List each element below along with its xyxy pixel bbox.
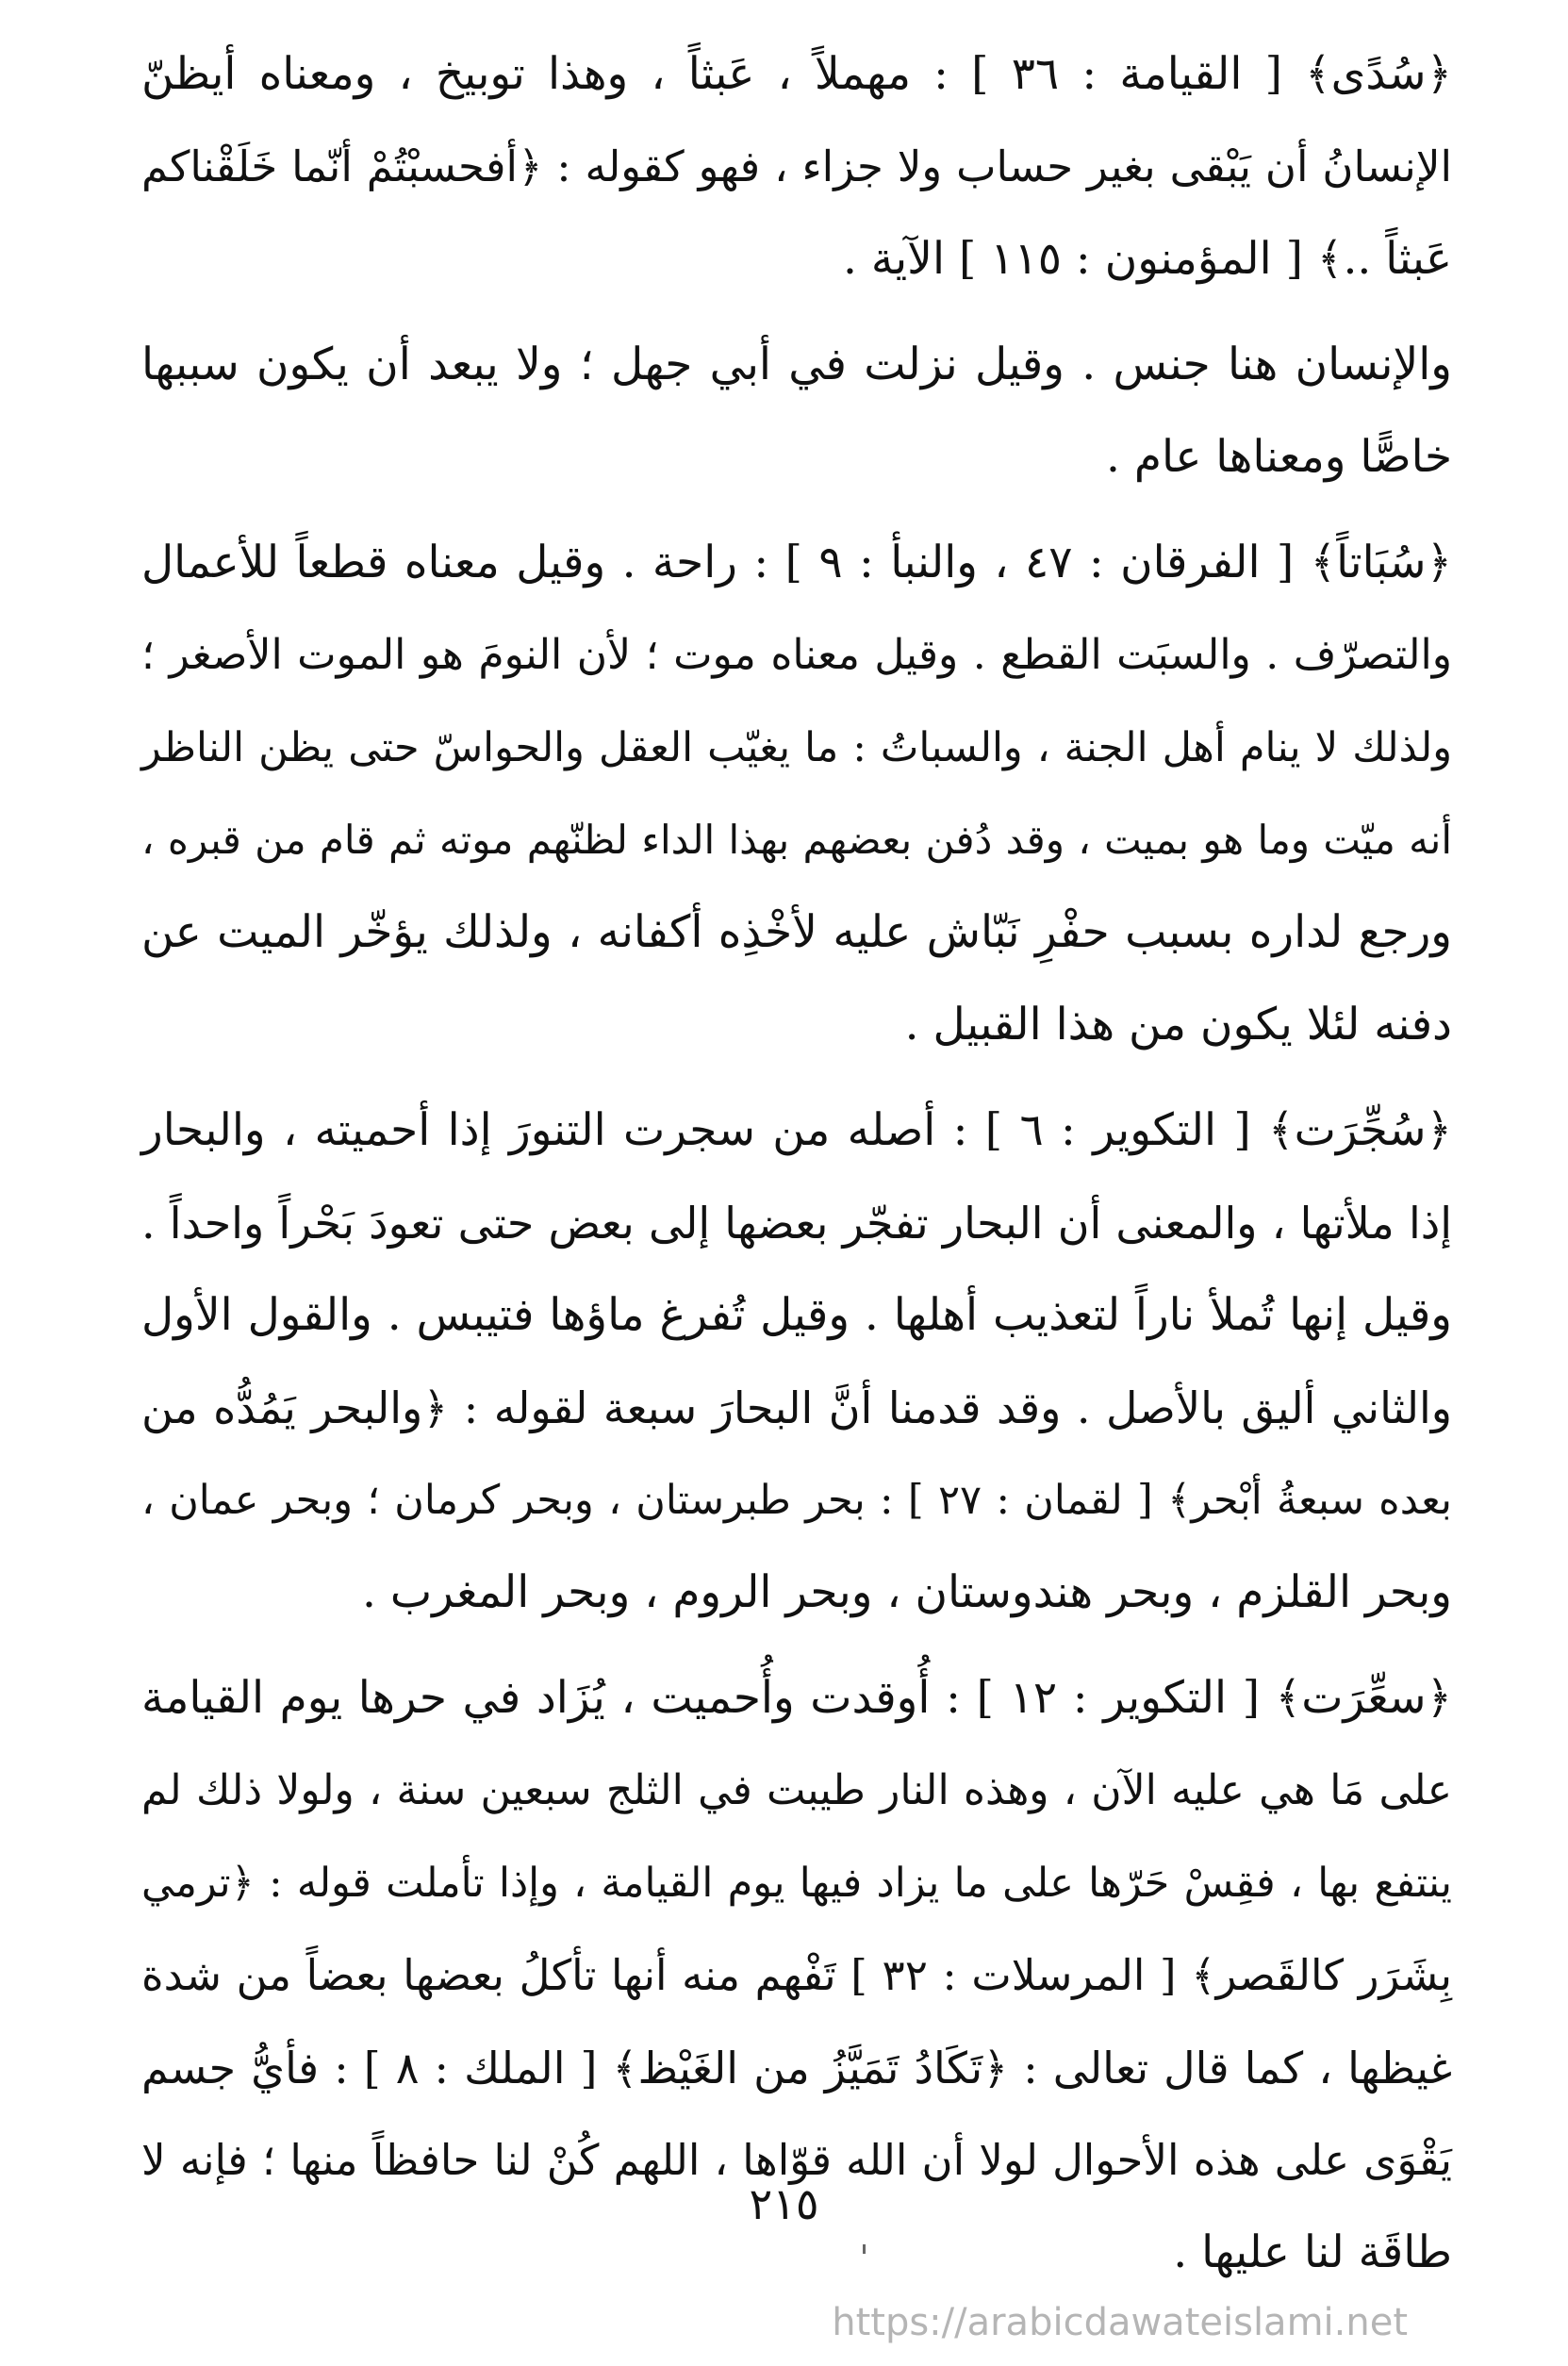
text-line: ينتفع بها ، فقِسْ حَرّها على ما يزاد فيها يوم القيامة ، وإذا تأملت قوله : ﴿ترمي xyxy=(141,1860,1452,1907)
text-line: أنه ميّت وما هو بميت ، وقد دُفن بعضهم بهذا الداء لظنّهم موته ثم قام من قبره ، xyxy=(141,817,1452,863)
paragraph-subatan xyxy=(141,517,1452,1071)
text-line: إذا ملأتها ، والمعنى أن البحار تفجّر بعضها إلى بعض حتى تعودَ بَحْراً واحداً . xyxy=(141,1198,1452,1249)
text-line: طاقَة لنا عليها . xyxy=(1173,2226,1452,2278)
text-line: والثاني أليق بالأصل . وقد قدمنا أنَّ البحارَ سبعة لقوله : ﴿والبحر يَمُدُّه من xyxy=(141,1382,1452,1433)
text-line: ﴿سُجِّرَت﴾ [ التكوير : ٦ ] : أصله من سجرت التنورَ إذا أحميته ، والبحار xyxy=(141,1104,1453,1156)
text-line: دفنه لئلا يكون من هذا القبيل . xyxy=(904,999,1452,1051)
text-line: ورجع لداره بسبب حفْرِ نَبّاش عليه لأخْذِه أكفانه ، ولذلك يؤخّر الميت عن xyxy=(141,906,1452,958)
text-line: غيظها ، كما قال تعالى : ﴿تَكَادُ تَمَيَّزُ من الغَيْظ﴾ [ الملك : ٨ ] : فأيُّ جسم xyxy=(141,2043,1453,2093)
scan-mark xyxy=(863,2244,866,2254)
paragraph-insan xyxy=(141,319,1452,504)
text-line: الإنسانُ أن يَبْقى بغير حساب ولا جزاء ، فهو كقوله : ﴿أفحسبْتُمْ أنّما خَلَقْناكم xyxy=(141,141,1452,191)
text-line: والإنسان هنا جنس . وقيل نزلت في أبي جهل ؛ ولا يبعد أن يكون سببها xyxy=(141,339,1452,390)
text-line: وقيل إنها تُملأ ناراً لتعذيب أهلها . وقيل تُفرغ ماؤها فتيبس . والقول الأول xyxy=(141,1289,1452,1341)
text-line: بِشَرَر كالقَصر﴾ [ المرسلات : ٣٢ ] تَفْهم منه أنها تأكلُ بعضها بعضاً من شدة xyxy=(141,1950,1452,2000)
text-line: عَبثاً ..﴾ [ المؤمنون : ١١٥ ] الآية . xyxy=(843,233,1452,285)
page-number: ٢١٥ xyxy=(749,2178,819,2229)
text-line: ﴿سُبَاتاً﴾ [ الفرقان : ٤٧ ، والنبأ : ٩ ] : راحة . وقيل معناه قطعاً للأعمال xyxy=(141,537,1453,588)
paragraph-sudan xyxy=(141,28,1452,306)
page-body xyxy=(141,28,1452,2312)
text-line: على مَا هي عليه الآن ، وهذه النار طيبت في الثلج سبعين سنة ، ولولا ذلك لم xyxy=(141,1766,1452,1814)
text-line: ﴿سُدًى﴾ [ القيامة : ٣٦ ] : مهملاً ، عَبثاً ، وهذا توبيخ ، ومعناه أيظنّ xyxy=(141,48,1452,100)
paragraph-sujjirat xyxy=(141,1084,1452,1639)
text-line: خاصًّا ومعناها عام . xyxy=(1106,431,1452,483)
text-line: ﴿سعِّرَت﴾ [ التكوير : ١٢ ] : أُوقدت وأُحميت ، يُزَاد في حرها يوم القيامة xyxy=(141,1672,1452,1724)
text-line: يَقْوَى على هذه الأحوال لولا أن الله قوّاها ، اللهم كُنْ لنا حافظاً منها ؛ فإنه لا xyxy=(141,2135,1452,2185)
text-line: ولذلك لا ينام أهل الجنة ، والسباتُ : ما يغيّب العقل والحواسّ حتى يظن الناظر xyxy=(141,724,1452,771)
watermark: https://arabicdawateislami.net xyxy=(832,2301,1408,2344)
text-line: والتصرّف . والسبَت القطع . وقيل معناه موت ؛ لأن النومَ هو الموت الأصغر ؛ xyxy=(141,631,1452,679)
text-line: وبحر القلزم ، وبحر هندوستان ، وبحر الروم ، وبحر المغرب . xyxy=(362,1566,1452,1618)
text-line: بعده سبعةُ أبْحر﴾ [ لقمان : ٢٧ ] : بحر طبرستان ، وبحر كرمان ؛ وبحر عمان ، xyxy=(141,1477,1452,1524)
